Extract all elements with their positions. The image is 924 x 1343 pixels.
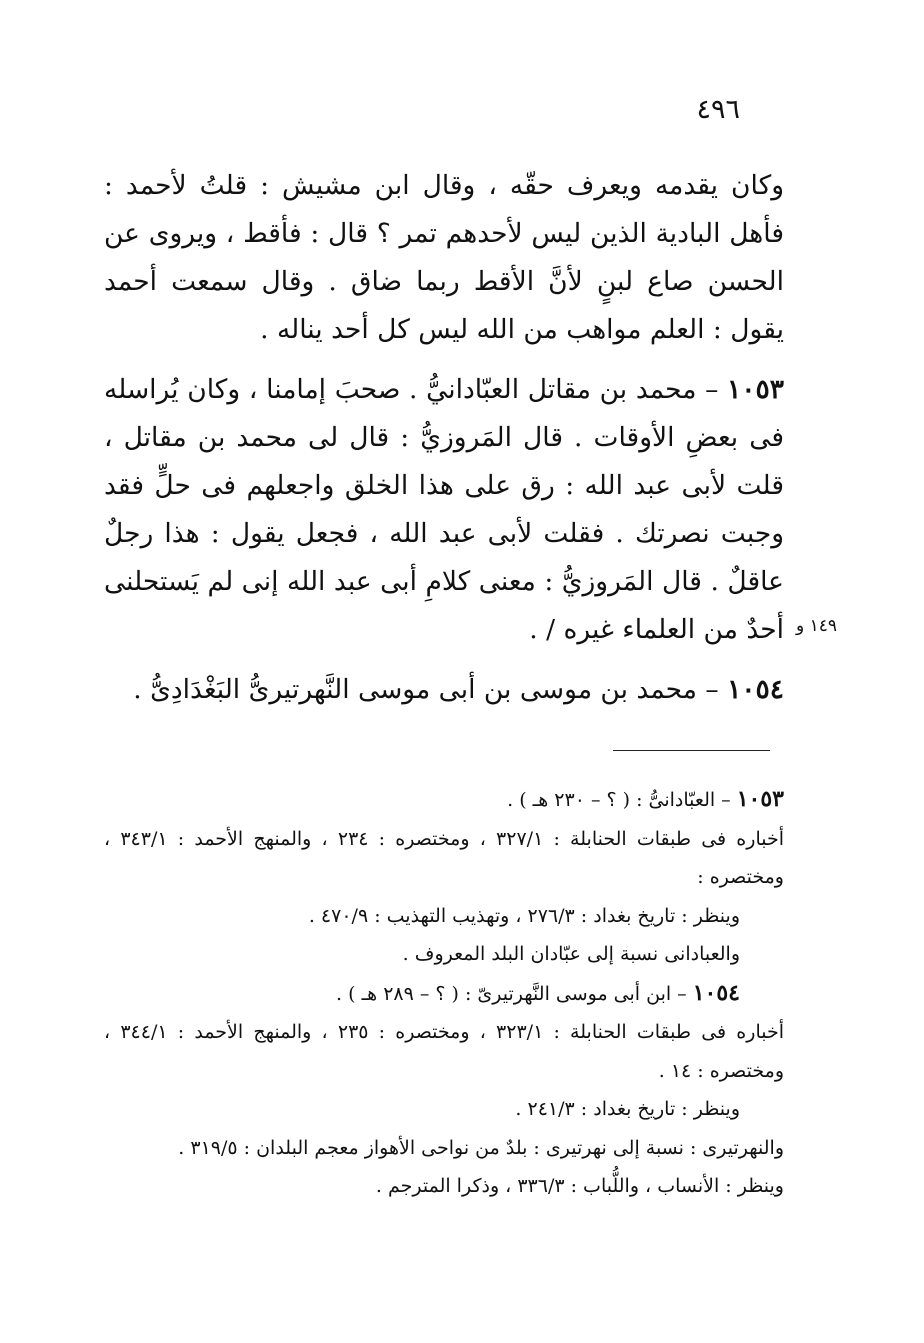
footnote-line: والعبادانى نسبة إلى عبّادان البلد المعروف . [402, 943, 740, 965]
margin-folio-note: ١٤٩ و [796, 616, 838, 636]
paragraph-continuation: وكان يقدمه ويعرف حقّه ، وقال ابن مشيش : قلتُ لأحمد : فأهل البادية الذين ليس لأحدهم تمر ؟ قال : فأقط ، ويروى عن الحسن صاع لبنٍ لأنَّ الأقط ربما ضاق . وقال سمعت أحمد يقول : العلم مواهب من الله ليس كل أحد يناله . [104, 170, 784, 345]
footnote-line: أخباره فى طبقات الحنابلة : ٣٢٧/١ ، ومختصره : ٢٣٤ ، والمنهج الأحمد : ٣٤٣/١ ، ومختصره : [104, 827, 784, 888]
main-text [104, 162, 784, 714]
entry-1053 [104, 366, 784, 654]
entry-text: – محمد بن مقاتل العبّادانيُّ . صحبَ إمامنا ، وكان يُراسله فى بعضِ الأوقات . قال المَروزيُّ : قال لى محمد بن مقاتل ، قلت لأبى عبد الله : رق على هذا الخلق واجعلهم فى حلٍّ فقد وجبت نصرتك . فقلت لأبى عبد الله ، فجعل يقول : هذا رجلٌ عاقلٌ . قال المَروزيُّ : معنى كلامِ أبى عبد الله إنى لم يَستحلنى أحدٌ من العلماء غيره / . [104, 374, 784, 645]
footnotes [104, 780, 784, 1206]
footnote-line: وينظر : تاريخ بغداد : ٢٤١/٣ . [515, 1098, 740, 1120]
footnote-line: أخباره فى طبقات الحنابلة : ٣٢٣/١ ، ومختصره : ٢٣٥ ، والمنهج الأحمد : ٣٤٤/١ ، ومختصره : ١٤ . [104, 1021, 784, 1082]
footnote-line: وينظر : تاريخ بغداد : ٢٧٦/٣ ، وتهذيب التهذيب : ٤٧٠/٩ . [308, 904, 740, 927]
footnote-1054-head [104, 974, 784, 1014]
footnote-head-text: – العبّادانىُّ : ( ؟ – ٢٣٠ هـ ) . [507, 789, 731, 811]
footnote-separator [613, 750, 770, 751]
footnote-line: وينظر : الأنساب ، واللُّباب : ٣٣٦/٣ ، وذكرا المترجم . [375, 1175, 784, 1197]
footnote-head-text: – ابن أبى موسى النَّهرتيرىّ : ( ؟ – ٢٨٩ هـ ) . [336, 982, 687, 1005]
page-number: ٤٩٦ [696, 94, 740, 125]
footnote-line: والنهرتيرى : نسبة إلى نهرتيرى : بلدٌ من نواحى الأهواز معجم البلدان : ٣١٩/٥ . [178, 1136, 784, 1159]
footnote-1053-head [104, 780, 784, 820]
footnote-number: ١٠٥٤ [692, 979, 740, 1006]
entry-1054 [104, 666, 784, 714]
entry-text: – محمد بن موسى بن أبى موسى النَّهرتيرىُّ البَغْدَادِىُّ . [133, 674, 719, 705]
entry-number: ١٠٥٣ [727, 374, 784, 405]
entry-number: ١٠٥٤ [727, 674, 784, 705]
footnote-number: ١٠٥٣ [736, 786, 784, 812]
